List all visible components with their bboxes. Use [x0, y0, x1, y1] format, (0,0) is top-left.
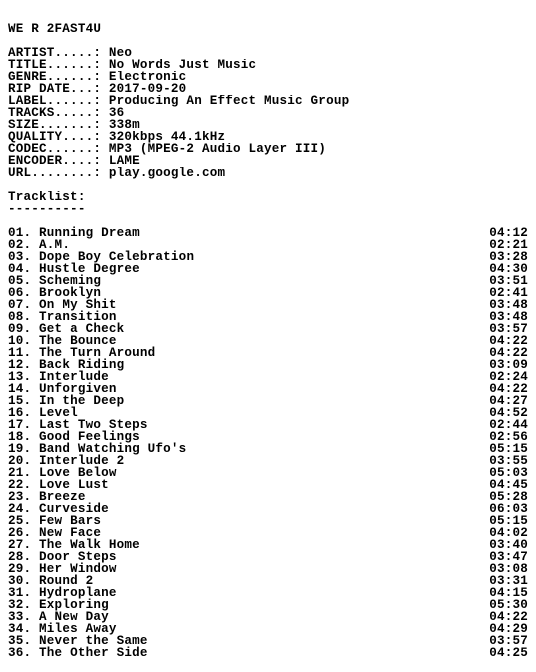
info-value: 320kbps 44.1kHz [108, 131, 226, 143]
track-number: 26. [8, 526, 32, 540]
track-duration: 02:24 [489, 370, 528, 384]
info-value: 36 [108, 107, 125, 119]
info-key: QUALITY....: [8, 131, 102, 143]
track-duration: 04:22 [489, 346, 528, 360]
track-title: Hustle Degree [39, 262, 140, 276]
track-number: 13. [8, 370, 32, 384]
track-title: The Walk Home [39, 538, 140, 552]
track-title: Unforgiven [39, 382, 117, 396]
track-duration: 02:41 [489, 286, 528, 300]
info-value: 2017-09-20 [108, 83, 187, 95]
track-duration: 03:08 [489, 562, 528, 576]
track-number: 22. [8, 478, 32, 492]
track-label [8, 647, 148, 659]
release-title: WE R 2FAST4U [8, 23, 102, 35]
track-duration: 03:48 [489, 298, 528, 312]
track-title: Her Window [39, 562, 117, 576]
track-number: 01. [8, 226, 32, 240]
track-duration: 03:51 [489, 274, 528, 288]
track-number: 02. [8, 238, 32, 252]
track-number: 29. [8, 562, 32, 576]
track-title: The Bounce [39, 334, 117, 348]
track-title: Brooklyn [39, 286, 102, 300]
track-title: A New Day [39, 610, 109, 624]
track-duration: 02:44 [489, 418, 528, 432]
track-number: 27. [8, 538, 32, 552]
info-key: CODEC......: [8, 143, 102, 155]
track-title: Love Lust [39, 478, 109, 492]
track-duration: 04:15 [489, 586, 528, 600]
info-key: SIZE.......: [8, 119, 102, 131]
track-duration: 03:57 [489, 322, 528, 336]
track-duration: 04:45 [489, 478, 528, 492]
track-number: 30. [8, 574, 32, 588]
track-title: Back Riding [39, 358, 125, 372]
track-duration: 04:29 [489, 622, 528, 636]
track-number: 06. [8, 286, 32, 300]
track-duration: 04:22 [489, 610, 528, 624]
track-number: 12. [8, 358, 32, 372]
tracklist-rule: ---------- [8, 203, 86, 215]
blank-line [8, 179, 528, 191]
track-duration: 03:55 [489, 454, 528, 468]
info-key: TRACKS.....: [8, 107, 102, 119]
track-title: Scheming [39, 274, 102, 288]
track-duration: 02:56 [489, 430, 528, 444]
track-title: Hydroplane [39, 586, 117, 600]
track-title: Never the Same [39, 634, 148, 648]
track-duration: 03:57 [489, 634, 528, 648]
track-title: Last Two Steps [39, 418, 148, 432]
track-number: 16. [8, 406, 32, 420]
track-row [8, 395, 528, 407]
track-title: Dope Boy Celebration [39, 250, 195, 264]
track-duration: 04:30 [489, 262, 528, 276]
info-value: No Words Just Music [108, 59, 257, 71]
track-number: 10. [8, 334, 32, 348]
track-title: Door Steps [39, 550, 117, 564]
track-number: 07. [8, 298, 32, 312]
track-title: Few Bars [39, 514, 102, 528]
blank-line [8, 35, 528, 47]
info-row [8, 143, 528, 155]
info-key: ENCODER....: [8, 155, 102, 167]
track-title: Miles Away [39, 622, 117, 636]
track-title: New Face [39, 526, 102, 540]
track-duration: 05:15 [489, 514, 528, 528]
track-title: The Turn Around [39, 346, 156, 360]
track-row [8, 647, 528, 659]
track-row [8, 479, 528, 491]
track-number: 18. [8, 430, 32, 444]
track-duration: 06:03 [489, 502, 528, 516]
track-title: Love Below [39, 466, 117, 480]
info-value: LAME [108, 155, 140, 167]
track-title: Interlude [39, 370, 109, 384]
track-title: Breeze [39, 490, 86, 504]
track-title: Curveside [39, 502, 109, 516]
info-row [8, 131, 528, 143]
track-duration: 04:25 [489, 646, 528, 660]
track-duration: 04:22 [489, 334, 528, 348]
track-duration: 03:31 [489, 574, 528, 588]
track-number: 15. [8, 394, 32, 408]
track-title: A.M. [39, 238, 71, 252]
track-duration: 03:09 [489, 358, 528, 372]
track-number: 23. [8, 490, 32, 504]
track-number: 14. [8, 382, 32, 396]
track-number: 24. [8, 502, 32, 516]
track-number: 05. [8, 274, 32, 288]
track-duration: 03:47 [489, 550, 528, 564]
track-title: Good Feelings [39, 430, 140, 444]
track-duration: 04:52 [489, 406, 528, 420]
track-number: 28. [8, 550, 32, 564]
track-number: 08. [8, 310, 32, 324]
info-row [8, 59, 528, 71]
info-value: Producing An Effect Music Group [108, 95, 350, 107]
track-title: The Other Side [39, 646, 148, 660]
info-row [8, 155, 528, 167]
info-value: Neo [108, 47, 133, 59]
info-value: Electronic [108, 71, 187, 83]
info-row [8, 107, 528, 119]
track-duration: 03:40 [489, 538, 528, 552]
info-row [8, 167, 528, 179]
info-key: URL........: [8, 167, 102, 179]
track-list [8, 227, 528, 659]
track-duration: 05:30 [489, 598, 528, 612]
track-number: 35. [8, 634, 32, 648]
info-value: play.google.com [108, 167, 226, 179]
track-title: Band Watching Ufo's [39, 442, 187, 456]
track-number: 32. [8, 598, 32, 612]
tracklist-heading: Tracklist: [8, 191, 86, 203]
track-number: 36. [8, 646, 32, 660]
info-key: LABEL......: [8, 95, 102, 107]
track-row [8, 227, 528, 239]
info-row [8, 119, 528, 131]
track-duration: 04:12 [489, 226, 528, 240]
track-title: Exploring [39, 598, 109, 612]
track-duration: 04:02 [489, 526, 528, 540]
track-number: 25. [8, 514, 32, 528]
track-number: 21. [8, 466, 32, 480]
info-row [8, 83, 528, 95]
info-key: ARTIST.....: [8, 47, 102, 59]
info-key: TITLE......: [8, 59, 102, 71]
track-title: Level [39, 406, 78, 420]
track-duration: 04:27 [489, 394, 528, 408]
track-title: Round 2 [39, 574, 94, 588]
track-number: 34. [8, 622, 32, 636]
track-number: 33. [8, 610, 32, 624]
info-row [8, 71, 528, 83]
track-title: Interlude 2 [39, 454, 125, 468]
track-title: On My Shit [39, 298, 117, 312]
track-duration: 04:22 [489, 382, 528, 396]
info-key: GENRE......: [8, 71, 102, 83]
track-duration: 05:03 [489, 466, 528, 480]
info-value: 338m [108, 119, 140, 131]
track-duration: 05:28 [489, 490, 528, 504]
info-value: MP3 (MPEG-2 Audio Layer III) [108, 143, 327, 155]
track-number: 04. [8, 262, 32, 276]
track-duration: 03:48 [489, 310, 528, 324]
track-duration: 03:28 [489, 250, 528, 264]
track-number: 20. [8, 454, 32, 468]
track-title: In the Deep [39, 394, 125, 408]
track-number: 17. [8, 418, 32, 432]
track-number: 19. [8, 442, 32, 456]
info-key: RIP DATE...: [8, 83, 102, 95]
track-title: Running Dream [39, 226, 140, 240]
track-title: Transition [39, 310, 117, 324]
info-row [8, 95, 528, 107]
track-number: 03. [8, 250, 32, 264]
track-title: Get a Check [39, 322, 125, 336]
track-number: 09. [8, 322, 32, 336]
track-number: 11. [8, 346, 32, 360]
track-number: 31. [8, 586, 32, 600]
track-duration: 02:21 [489, 238, 528, 252]
nfo-document [8, 23, 528, 659]
track-duration: 05:15 [489, 442, 528, 456]
info-row [8, 47, 528, 59]
release-info-block [8, 47, 528, 179]
